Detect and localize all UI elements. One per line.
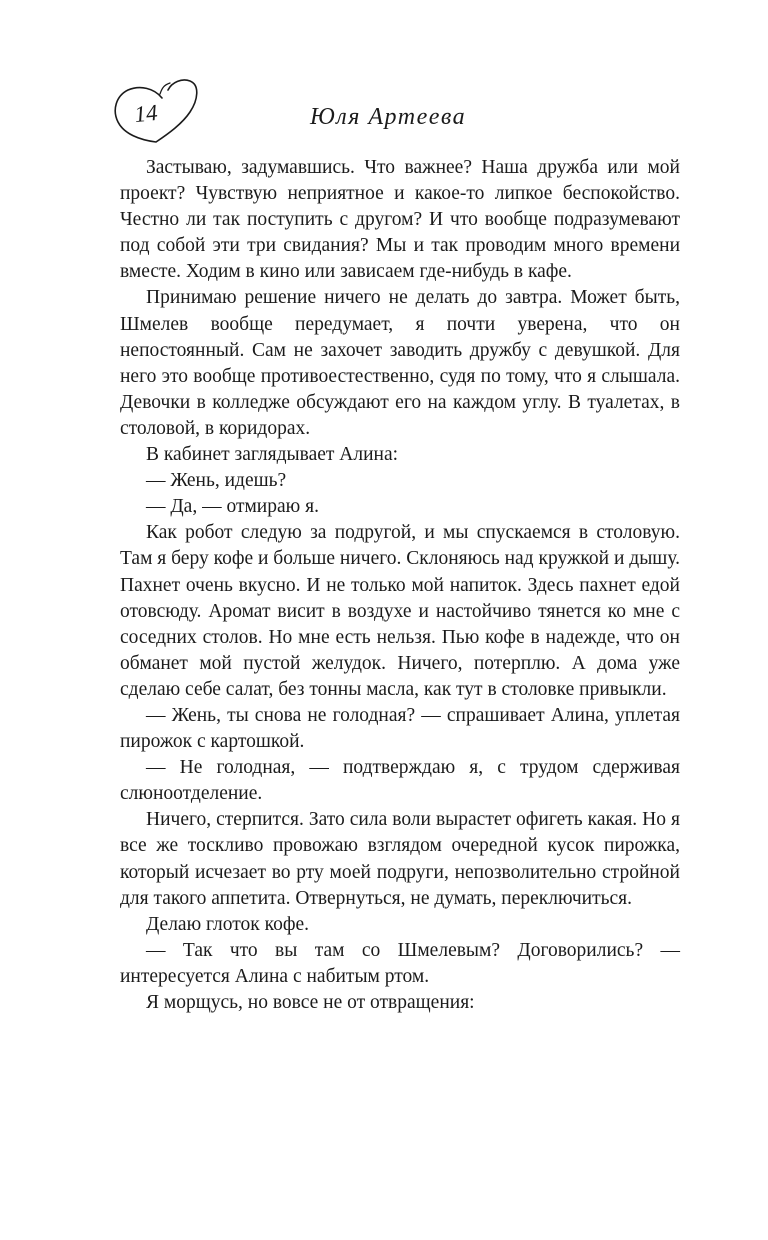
dialogue-line: — Жень, идешь? [146,470,287,492]
paragraph: Застываю, задумавшись. Что важнее? Наша дружба или мой проект? Чувствую неприятное и какое-то липкое беспокойство. Честно ли так поступить с другом? И что вообще подразумевают под собой эти три свидания? Мы и так проводим много времени вместе. Ходим в кино или зависаем где-нибудь в кафе. [120,157,680,283]
paragraph: Я морщусь, но вовсе не от отвращения: [146,992,475,1013]
dialogue-line: — Жень, ты снова не голодная? — спрашивает Алина, уплетая пирожок с картошкой. [120,704,680,753]
dialogue-line: — Да, — отмираю я. [146,496,319,518]
paragraph: Делаю глоток кофе. [146,913,310,935]
paragraph: Как робот следую за подругой, и мы спускаемся в столовую. Там я беру кофе и больше ничего. Склоняюсь над кружкой и дышу. Пахнет очень вкусно. И не только мой напиток. Здесь пахнет едой отовсюду. Аромат висит в воздухе и настойчиво тянется ко мне с соседних столов. Но мне есть нельзя. Пью кофе в надежде, что он обманет мой пустой желудок. Ничего, потерплю. А дома уже сделаю себе салат, без тонны масла, как тут в столовке привыкли. [120,522,680,700]
paragraph: Принимаю решение ничего не делать до завтра. Может быть, Шмелев вообще передумает, я почти уверена, что он непостоянный. Сам не захочет заводить дружбу с девушкой. Для него это вообще противоестественно, судя по тому, что я слышала. Девочки в колледже обсуждают его на каждом углу. В туалетах, в столовой, в коридорах. [120,287,680,439]
body-text [120,155,680,1016]
dialogue-line: — Не голодная, — подтверждаю я, с трудом сдерживая слюноотделение. [120,757,680,805]
paragraph: В кабинет заглядывает Алина: [146,444,399,466]
running-head-author: Юля Артеева [310,104,467,130]
page-number: 14 [133,99,159,128]
page-header [110,76,680,146]
dialogue-line: — Так что вы там со Шмелевым? Договорились? — интересуется Алина с набитым ртом. [120,939,680,987]
paragraph: Ничего, стерпится. Зато сила воли вырастет офигеть какая. Но я все же тоскливо провожаю взглядом очередной кусок пирожка, который исчезает во рту моей подруги, непозволительно стройной для такого аппетита. Отвернуться, не думать, переключиться. [120,809,680,909]
